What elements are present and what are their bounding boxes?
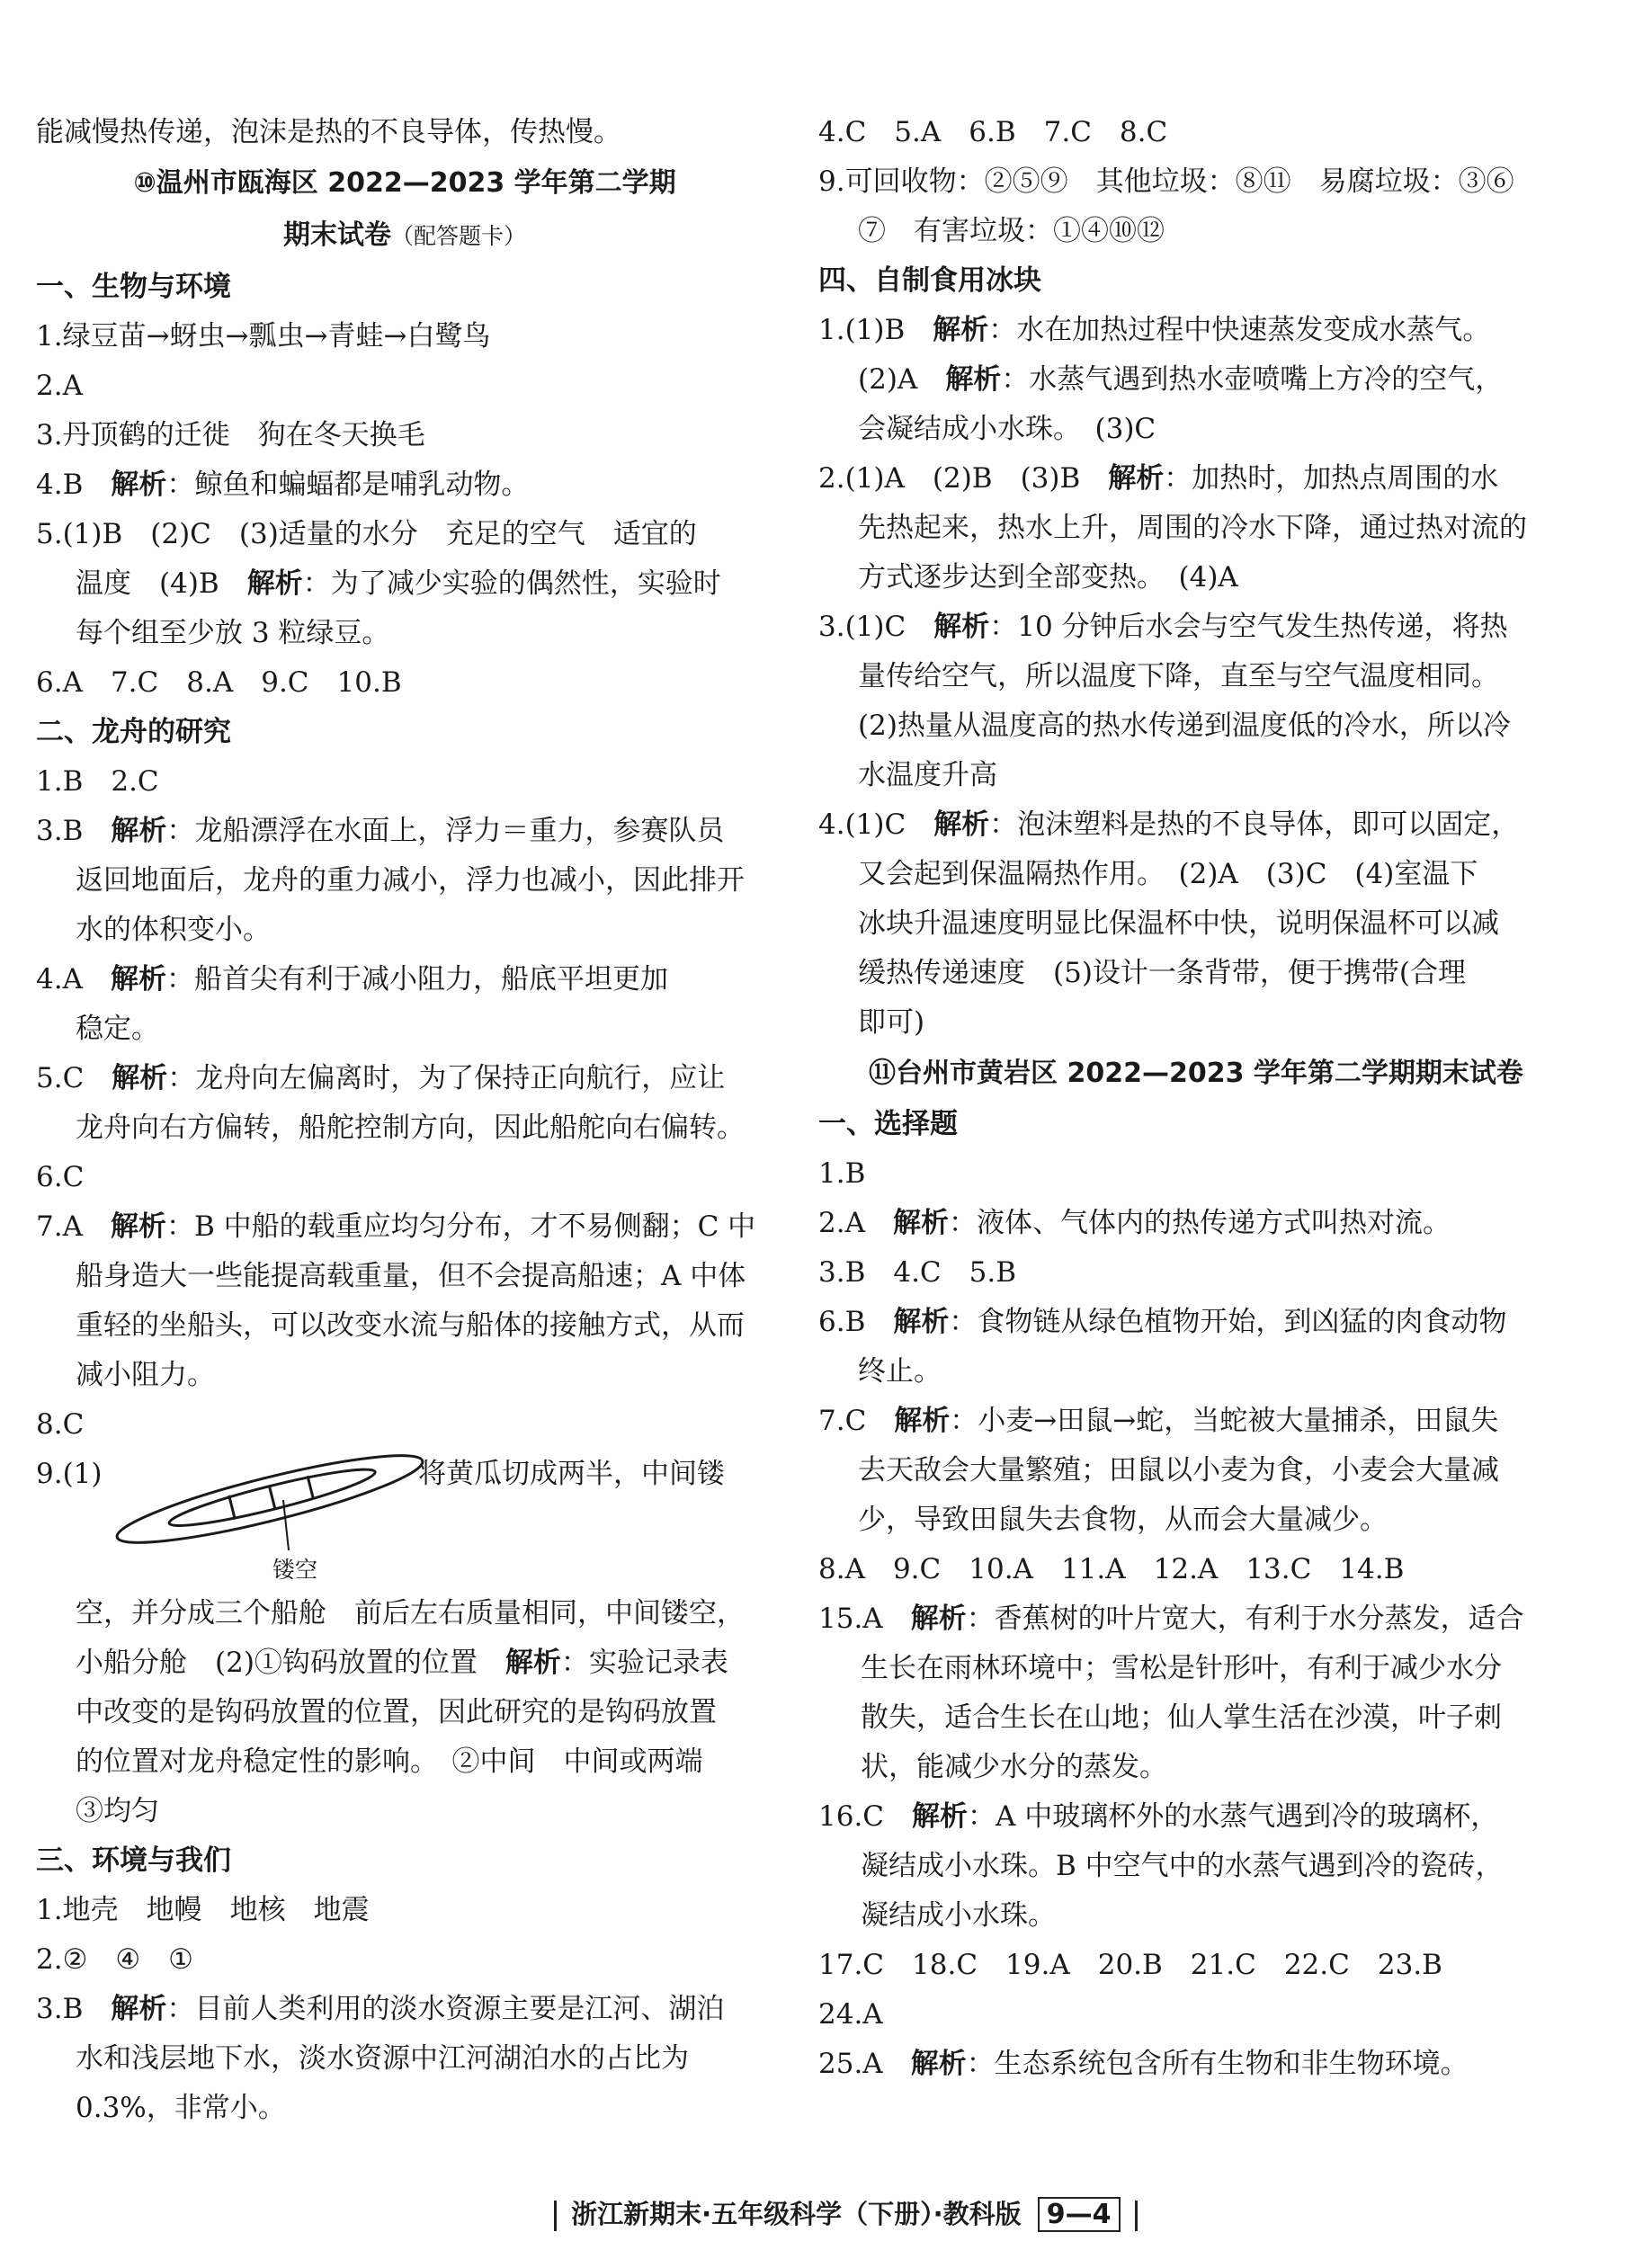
section-heading: 三、环境与我们 [36,1844,231,1877]
answer-line: 1.B [818,1157,866,1190]
footer-divider [554,2201,557,2231]
answer-line: 1.地壳 地幔 地核 地震 [36,1894,370,1926]
answer-line: 2.A 解析：液体、气体内的热传递方式叫热对流。 [818,1207,1451,1239]
answer-line: 3.(1)C 解析：10 分钟后水会与空气发生热传递，将热 [818,611,1508,643]
answer-line: 2.(1)A (2)B (3)B 解析：加热时，加热点周围的水 [818,462,1499,495]
answer-line: 16.C 解析：A 中玻璃杯外的水蒸气遇到冷的玻璃杯， [818,1800,1499,1833]
section-heading: 一、选择题 [818,1108,958,1140]
answer-line: ⑦ 有害垃圾：①④⑩⑫ [858,215,1165,247]
page-footer [549,2194,1143,2232]
answer-line: 3.B 解析：目前人类利用的淡水资源主要是江河、湖泊 [36,1993,725,2025]
answer-line: (2)热量从温度高的热水传递到温度低的冷水，所以冷 [858,710,1511,742]
answer-line: 7.C 解析：小麦→田鼠→蛇，当蛇被大量捕杀，田鼠失 [818,1405,1499,1437]
answer-line: 温度 (4)B 解析：为了减少实验的偶然性，实验时 [76,567,721,600]
answer-line: 4.(1)C 解析：泡沫塑料是热的不良导体，即可以固定， [818,808,1520,841]
answer-line: 散失，适合生长在山地；仙人掌生活在沙漠，叶子刺 [861,1701,1502,1734]
answer-line: 9.(1) [36,1458,103,1490]
answer-line: 量传给空气，所以温度下降，直至与空气温度相同。 [858,660,1499,692]
answer-line: 6.B 解析：食物链从绿色植物开始，到凶猛的肉食动物 [818,1306,1507,1338]
answer-line: 8.A 9.C 10.A 11.A 12.A 13.C 14.B [818,1553,1405,1585]
answer-line: 生长在雨林环境中；雪松是针形叶，有利于减少水分 [861,1652,1502,1684]
answer-line: 3.丹顶鹤的迁徙 狗在冬天换毛 [36,419,425,451]
answer-line: 0.3%，非常小。 [76,2092,286,2124]
answer-line: 2.A [36,370,83,402]
answer-line: 方式逐步达到全部变热。 (4)A [858,561,1238,594]
answer-line: 1.(1)B 解析：水在加热过程中快速蒸发变成水蒸气。 [818,314,1491,346]
answer-line: 25.A 解析：生态系统包含所有生物和非生物环境。 [818,2048,1469,2080]
answer-line: 的位置对龙舟稳定性的影响。 ②中间 中间或两端 [76,1746,703,1778]
answer-line: 返回地面后，龙舟的重力减小，浮力也减小，因此排开 [76,864,745,897]
answer-line: 17.C 18.C 19.A 20.B 21.C 22.C 23.B [818,1949,1442,1981]
answer-line: 7.A 解析：B 中船的载重应均匀分布，才不易侧翻；C 中 [36,1210,756,1243]
answer-line: 会凝结成小水珠。 (3)C [858,413,1156,445]
answer-line: 8.C [36,1408,85,1441]
left-column [36,108,773,2133]
answer-line: 终止。 [858,1355,942,1388]
footer-book-title: 浙江新期末·五年级科学（下册）·教科版 [571,2199,1022,2229]
answer-line: 3.B 解析：龙船漂浮在水面上，浮力＝重力，参赛队员 [36,815,725,847]
boat-figure-block [36,1450,773,1589]
answer-line: 3.B 4.C 5.B [818,1256,1017,1289]
exam-subtitle-10: 期末试卷（配答题卡） [282,219,526,251]
answer-line: 4.C 5.A 6.B 7.C 8.C [818,116,1168,148]
answer-line: 4.B 解析：鲸鱼和蝙蝠都是哺乳动物。 [36,469,530,501]
answer-line: ③均匀 [76,1795,159,1827]
answer-line: 将黄瓜切成两半，中间镂 [418,1458,725,1490]
answer-line: 6.C [36,1161,85,1193]
answer-line: 龙舟向右方偏转，船舵控制方向，因此船舵向右偏转。 [76,1112,745,1144]
page-number: 9—4 [1038,2197,1121,2232]
answer-line: 1.绿豆苗→蚜虫→瓢虫→青蛙→白鹭鸟 [36,320,491,353]
answer-line: 水和浅层地下水，淡水资源中江河湖泊水的占比为 [76,2042,689,2075]
answer-line: 9.可回收物：②⑤⑨ 其他垃圾：⑧⑪ 易腐垃圾：③⑥ [818,165,1514,198]
right-column [818,108,1574,2089]
cucumber-boat-diagram [112,1450,436,1594]
answer-line: 2.② ④ ① [36,1943,193,1976]
answer-line: 4.A 解析：船首尖有利于减小阻力，船底平坦更加 [36,963,668,996]
exam-title-11: ⑪台州市黄岩区 2022—2023 学年第二学期期末试卷 [869,1058,1523,1089]
answer-line: 15.A 解析：香蕉树的叶片宽大，有利于水分蒸发，适合 [818,1603,1524,1635]
answer-line: 少，导致田鼠失去食物，从而会大量减少。 [858,1504,1388,1536]
answer-line: 先热起来，热水上升，周围的冷水下降，通过热对流的 [858,512,1527,544]
answer-line: 减小阻力。 [76,1359,215,1391]
answer-line: 状，能减少水分的蒸发。 [861,1751,1167,1783]
answer-line: (2)A 解析：水蒸气遇到热水壶喷嘴上方冷的空气， [858,363,1504,396]
answer-line: 空，并分成三个船舱 前后左右质量相同，中间镂空， [76,1597,745,1629]
answer-line: 稳定。 [76,1013,159,1045]
answer-line: 每个组至少放 3 粒绿豆。 [76,617,390,649]
exam-title-10: ⑩温州市瓯海区 2022—2023 学年第二学期 [133,167,676,199]
answer-line: 小船分舱 (2)①钩码放置的位置 解析：实验记录表 [76,1647,728,1679]
answer-line: 5.(1)B (2)C (3)适量的水分 充足的空气 适宜的 [36,518,697,550]
answer-line: 又会起到保温隔热作用。 (2)A (3)C (4)室温下 [858,858,1478,890]
answer-line: 24.A [818,1998,883,2031]
answer-line: 凝结成小水珠。 [861,1899,1056,1932]
boat-hollow-label: 镂空 [272,1557,318,1583]
answer-line: 6.A 7.C 8.A 9.C 10.B [36,666,402,699]
section-heading: 四、自制食用冰块 [818,264,1041,297]
footer-divider [1135,2201,1138,2231]
answer-line: 即可) [858,1006,925,1039]
answer-line: 1.B 2.C [36,765,159,798]
answer-line: 缓热传递速度 (5)设计一条背带，便于携带(合理 [858,957,1467,989]
answer-line: 中改变的是钩码放置的位置，因此研究的是钩码放置 [76,1696,717,1728]
answer-line: 去天敌会大量繁殖；田鼠以小麦为食，小麦会大量减 [858,1454,1499,1487]
answer-line: 重轻的坐船头，可以改变水流与船体的接触方式，从而 [76,1309,745,1342]
section-heading: 二、龙舟的研究 [36,716,231,748]
answer-line: 水的体积变小。 [76,914,271,946]
answer-line: 冰块升温速度明显比保温杯中快，说明保温杯可以减 [858,907,1499,940]
answer-line: 水温度升高 [858,759,997,791]
section-heading: 一、生物与环境 [36,271,231,303]
answer-line: 船身造大一些能提高载重量，但不会提高船速；A 中体 [76,1260,746,1292]
answer-line: 5.C 解析：龙舟向左偏离时，为了保持正向航行，应让 [36,1062,726,1094]
answer-line: 凝结成小水珠。B 中空气中的水蒸气遇到冷的瓷砖， [861,1850,1504,1882]
text-line: 能减慢热传递，泡沫是热的不良导体，传热慢。 [36,116,621,148]
